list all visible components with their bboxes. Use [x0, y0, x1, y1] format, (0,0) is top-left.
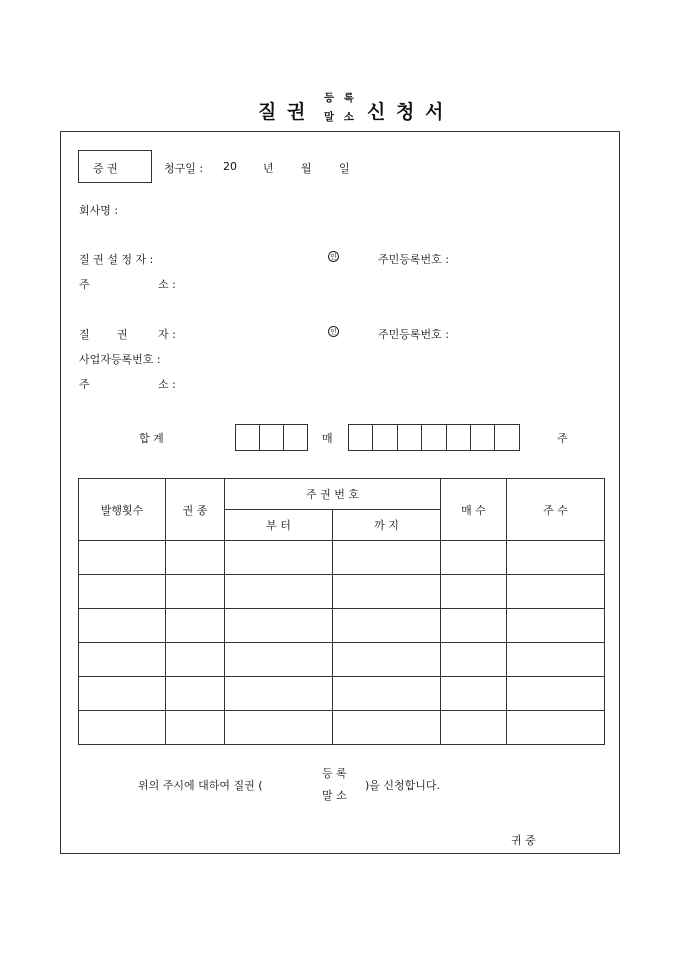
table-cell[interactable]	[166, 711, 225, 745]
table-cell[interactable]	[225, 575, 333, 609]
certificate-label: 증 권	[93, 162, 118, 175]
title-stack-bottom: 말 소	[324, 111, 357, 123]
year-label: 년	[263, 162, 274, 175]
total-shares-box[interactable]	[397, 424, 422, 451]
certificate-box	[78, 150, 152, 183]
table-cell[interactable]	[166, 643, 225, 677]
table-cell[interactable]	[225, 643, 333, 677]
table-cell[interactable]	[333, 711, 441, 745]
table-cell[interactable]	[166, 677, 225, 711]
header-certificate-number: 주 권 번 호	[225, 479, 441, 510]
table-cell[interactable]	[507, 643, 605, 677]
total-label: 합 계	[139, 432, 164, 445]
header-number-to: 까 지	[333, 510, 441, 541]
table-row	[79, 711, 605, 745]
table-cell[interactable]	[79, 541, 166, 575]
table-cell[interactable]	[333, 609, 441, 643]
title-stack-top: 등 록	[324, 92, 357, 104]
pledgee-label-2: 권	[117, 328, 128, 341]
total-sheets-box[interactable]	[235, 424, 260, 451]
pledgee-label-1: 질	[79, 328, 90, 341]
table-row	[79, 541, 605, 575]
statement-stack-top: 등 록	[322, 767, 347, 780]
total-sheets-box[interactable]	[259, 424, 284, 451]
table-cell[interactable]	[507, 575, 605, 609]
pledgor-resident-number-label: 주민등록번호 :	[378, 253, 449, 266]
table-cell[interactable]	[225, 677, 333, 711]
total-shares-box[interactable]	[372, 424, 397, 451]
table-cell[interactable]	[441, 575, 507, 609]
pledgor-address-label-2: 소 :	[158, 278, 176, 291]
table-cell[interactable]	[79, 643, 166, 677]
table-cell[interactable]	[225, 711, 333, 745]
table-cell[interactable]	[225, 541, 333, 575]
sheets-unit-label: 매	[322, 432, 333, 445]
table-row	[79, 575, 605, 609]
header-share-count: 주 수	[507, 479, 605, 541]
table-row	[79, 609, 605, 643]
statement-stack-bottom: 말 소	[322, 789, 347, 802]
company-name-label: 회사명 :	[79, 204, 119, 217]
request-date-label: 청구일 :	[164, 162, 204, 175]
table-body	[79, 541, 605, 745]
year-prefix: 20	[223, 160, 237, 173]
table-cell[interactable]	[441, 541, 507, 575]
table-cell[interactable]	[166, 575, 225, 609]
table-cell[interactable]	[333, 643, 441, 677]
table-cell[interactable]	[507, 711, 605, 745]
pledgee-resident-number-label: 주민등록번호 :	[378, 328, 449, 341]
table-row	[79, 643, 605, 677]
table-cell[interactable]	[441, 711, 507, 745]
pledgee-address-label-1: 주	[79, 378, 90, 391]
table-cell[interactable]	[333, 677, 441, 711]
month-label: 월	[301, 162, 312, 175]
table-cell[interactable]	[441, 609, 507, 643]
shares-unit-label: 주	[557, 432, 568, 445]
statement-suffix: )을 신청합니다.	[365, 779, 441, 792]
table-cell[interactable]	[166, 609, 225, 643]
table-cell[interactable]	[166, 541, 225, 575]
table-cell[interactable]	[79, 609, 166, 643]
statement-prefix: 위의 주시에 대하여 질권 (	[138, 779, 263, 792]
table-cell[interactable]	[441, 643, 507, 677]
table-cell[interactable]	[441, 677, 507, 711]
table-cell[interactable]	[79, 711, 166, 745]
total-shares-box[interactable]	[446, 424, 471, 451]
pledgee-label-3: 자 :	[158, 328, 176, 341]
total-sheets-box[interactable]	[283, 424, 308, 451]
pledgor-label: 질 권 설 정 자 :	[79, 253, 154, 266]
table-cell[interactable]	[507, 677, 605, 711]
table-cell[interactable]	[507, 609, 605, 643]
table-cell[interactable]	[79, 575, 166, 609]
pledgee-address-label-2: 소 :	[158, 378, 176, 391]
pledgor-seal-mark: 인	[328, 251, 339, 262]
header-number-from: 부 터	[225, 510, 333, 541]
header-certificate-type: 권 종	[166, 479, 225, 541]
total-shares-box[interactable]	[470, 424, 495, 451]
header-issue-count: 발행횟수	[79, 479, 166, 541]
title-left: 질 권	[258, 101, 308, 123]
total-shares-box[interactable]	[348, 424, 373, 451]
header-sheet-count: 매 수	[441, 479, 507, 541]
table-cell[interactable]	[333, 541, 441, 575]
total-shares-box[interactable]	[421, 424, 446, 451]
pledgor-address-label-1: 주	[79, 278, 90, 291]
business-registration-number-label: 사업자등록번호 :	[79, 353, 161, 366]
day-label: 일	[339, 162, 350, 175]
table-cell[interactable]	[79, 677, 166, 711]
total-shares-box[interactable]	[494, 424, 519, 451]
pledgee-seal-mark: 인	[328, 326, 339, 337]
title-right: 신 청 서	[367, 101, 446, 123]
table-cell[interactable]	[225, 609, 333, 643]
table-row	[79, 677, 605, 711]
table-cell[interactable]	[507, 541, 605, 575]
certificate-table	[78, 478, 605, 745]
table-cell[interactable]	[333, 575, 441, 609]
addressee-label: 귀 중	[511, 834, 536, 847]
